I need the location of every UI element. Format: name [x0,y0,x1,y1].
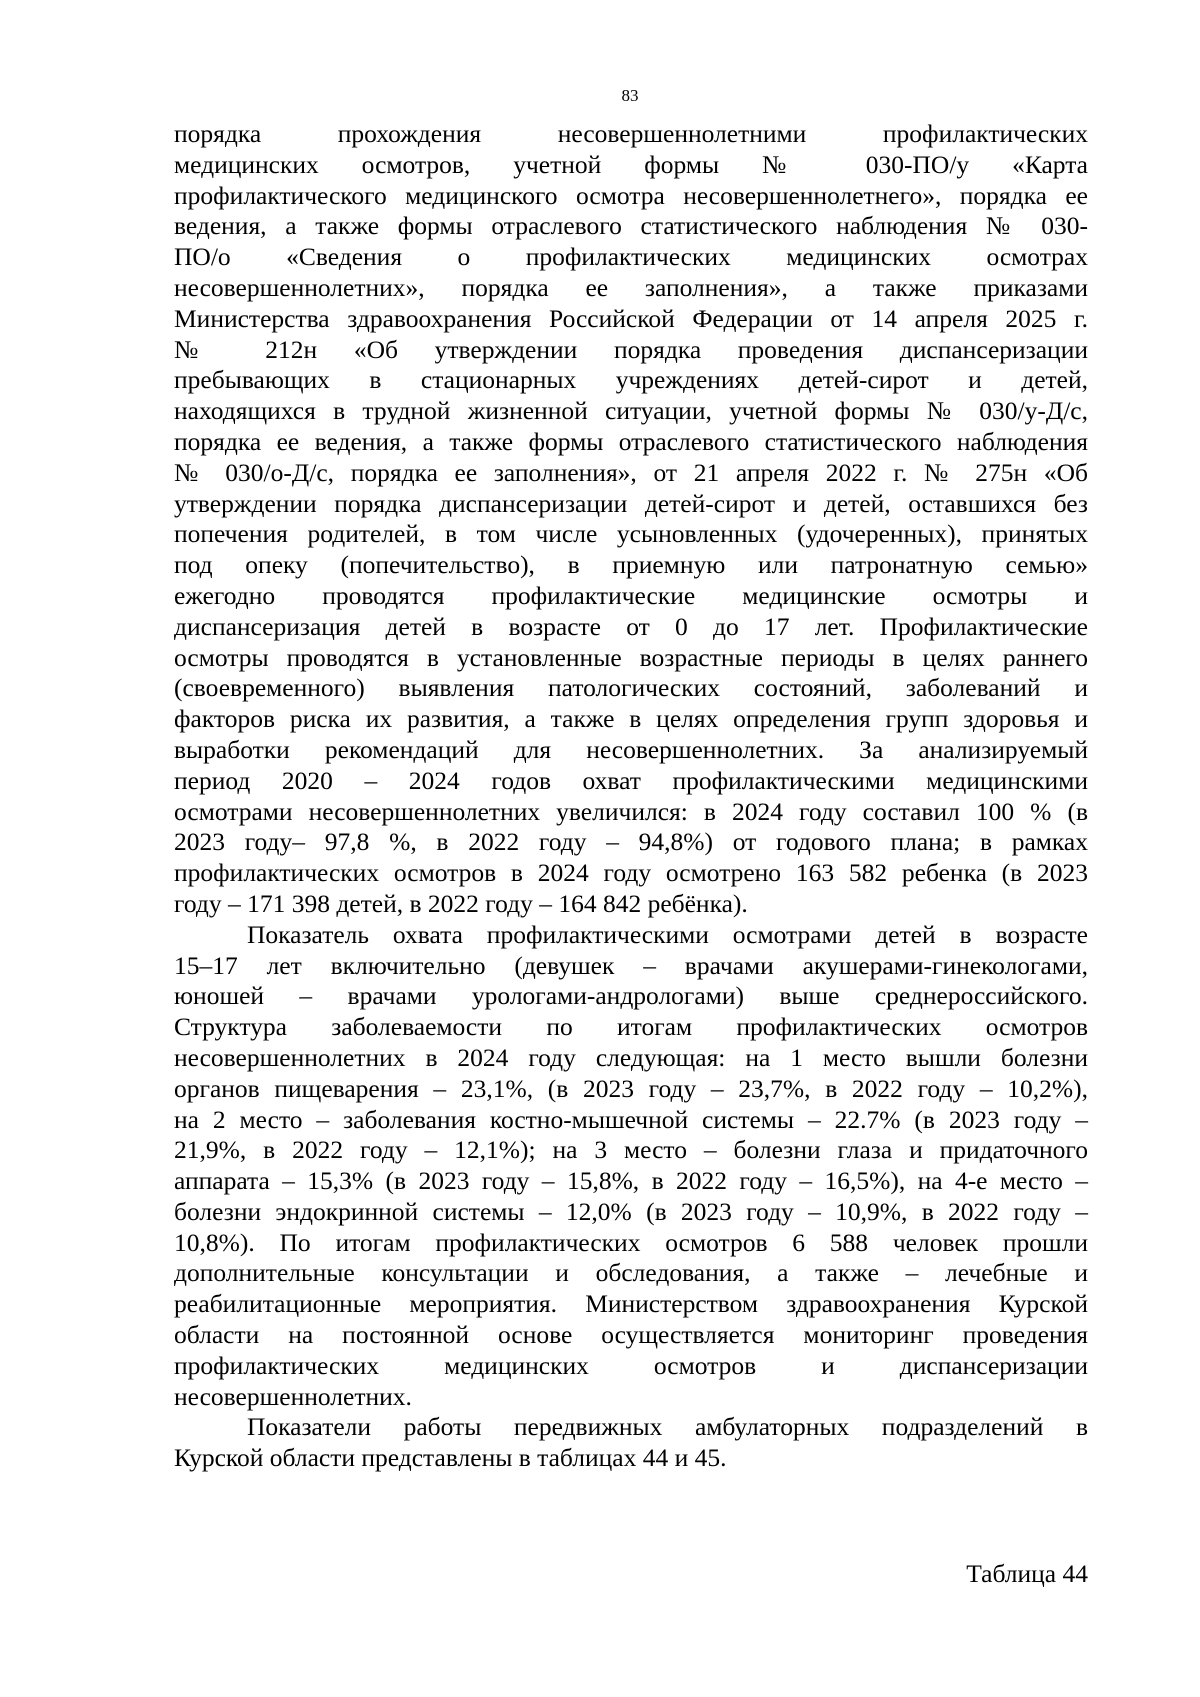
text-line: органов пищеварения – 23,1%, (в 2023 году – 23,7%, в 2022 году – 10,2%), [174,1073,1088,1103]
text-line: ведения, а также формы отраслевого статистического наблюдения № 030- [174,211,1088,241]
text-line: несовершеннолетних», порядка ее заполнения», а также приказами [174,272,1088,302]
text-line: дополнительные консультации и обследования, а также – лечебные и [174,1258,1088,1288]
text-line: болезни эндокринной системы – 12,0% (в 2023 году – 10,9%, в 2022 году – [174,1196,1088,1226]
text-line: на 2 место – заболевания костно-мышечной системы – 22.7% (в 2023 году – [174,1104,1088,1134]
text-line: осмотры проводятся в установленные возрастные периоды в целях раннего [174,642,1088,672]
text-line: году – 171 398 детей, в 2022 году – 164 842 ребёнка). [174,888,748,918]
text-line: порядка ее ведения, а также формы отраслевого статистического наблюдения [174,426,1088,456]
text-line: 10,8%). По итогам профилактических осмотров 6 588 человек прошли [174,1227,1088,1257]
text-line: Показатели работы передвижных амбулаторных подразделений в [247,1412,1088,1442]
text-line: утверждении порядка диспансеризации детей-сирот и детей, оставшихся без [174,488,1088,518]
text-line: 15–17 лет включительно (девушек – врачами акушерами-гинекологами, [174,950,1088,980]
text-line: 2023 году– 97,8 %, в 2022 году – 94,8%) от годового плана; в рамках [174,827,1088,857]
text-line: Структура заболеваемости по итогам профилактических осмотров [174,1012,1088,1042]
text-line: попечения родителей, в том числе усыновленных (удочеренных), принятых [174,519,1088,549]
text-line: области на постоянной основе осуществляется мониторинг проведения [174,1320,1088,1350]
text-line: осмотрами несовершеннолетних увеличился: в 2024 году составил 100 % (в [174,796,1088,826]
text-line: факторов риска их развития, а также в целях определения групп здоровья и [174,704,1088,734]
table-caption: Таблица 44 [966,1559,1088,1588]
text-line: профилактических осмотров в 2024 году осмотрено 163 582 ребенка (в 2023 [174,858,1088,888]
text-line: Показатель охвата профилактическими осмотрами детей в возрасте [247,919,1088,949]
text-line: Министерства здравоохранения Российской Федерации от 14 апреля 2025 г. [174,303,1088,333]
text-line: диспансеризация детей в возрасте от 0 до 17 лет. Профилактические [174,611,1088,641]
paragraph-3 [174,1412,1088,1474]
text-line: реабилитационные мероприятия. Министерством здравоохранения Курской [174,1289,1088,1319]
text-line: Курской области представлены в таблицах 44 и 45. [174,1443,727,1473]
text-line: № 212н «Об утверждении порядка проведения диспансеризации [174,334,1088,364]
text-line: (своевременного) выявления патологических состояний, заболеваний и [174,673,1088,703]
body-text [174,119,1088,1474]
text-line: несовершеннолетних. [174,1381,412,1411]
text-line: аппарата – 15,3% (в 2023 году – 15,8%, в 2022 году – 16,5%), на 4-е место – [174,1166,1088,1196]
text-line: период 2020 – 2024 годов охват профилактическими медицинскими [174,765,1088,795]
text-line: несовершеннолетних в 2024 году следующая: на 1 место вышли болезни [174,1042,1088,1072]
text-line: выработки рекомендаций для несовершеннолетних. За анализируемый [174,734,1088,764]
text-line: находящихся в трудной жизненной ситуации, учетной формы № 030/у-Д/с, [174,396,1088,426]
text-line: профилактического медицинского осмотра несовершеннолетнего», порядка ее [174,180,1088,210]
text-line: профилактических медицинских осмотров и диспансеризации [174,1350,1088,1380]
text-line: под опеку (попечительство), в приемную или патронатную семью» [174,550,1088,580]
text-line: ежегодно проводятся профилактические медицинские осмотры и [174,580,1088,610]
text-line: ПО/о «Сведения о профилактических медицинских осмотрах [174,242,1088,272]
text-line: пребывающих в стационарных учреждениях детей-сирот и детей, [174,365,1088,395]
text-line: 21,9%, в 2022 году – 12,1%); на 3 место – болезни глаза и придаточного [174,1135,1088,1165]
text-line: юношей – врачами урологами-андрологами) выше среднероссийского. [174,981,1088,1011]
paragraph-1 [174,119,1088,920]
text-line: медицинских осмотров, учетной формы № 030-ПО/у «Карта [174,149,1088,179]
text-line: № 030/о-Д/с, порядка ее заполнения», от 21 апреля 2022 г. № 275н «Об [174,457,1088,487]
paragraph-2 [174,920,1088,1413]
page-number: 83 [621,86,639,105]
text-line: порядка прохождения несовершеннолетними профилактических [174,119,1088,148]
